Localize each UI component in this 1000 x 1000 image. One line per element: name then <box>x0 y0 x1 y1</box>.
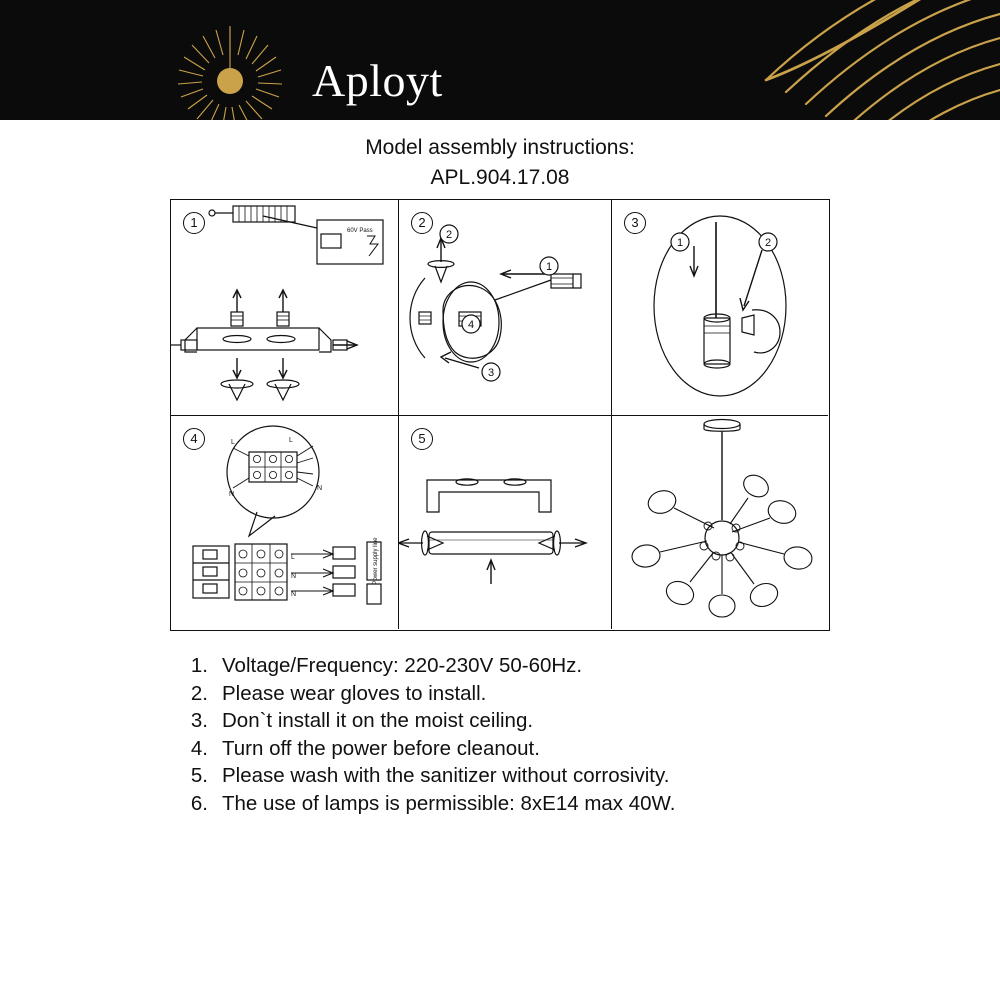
sunburst-icon <box>170 20 290 120</box>
svg-text:1: 1 <box>676 237 684 249</box>
note-text: Don`t install it on the moist ceiling. <box>222 709 534 732</box>
step-badge-2: 2 <box>411 212 433 234</box>
svg-text:N: N <box>291 591 297 598</box>
step-badge-3: 3 <box>624 212 646 234</box>
list-item <box>172 652 872 680</box>
svg-text:2: 2 <box>764 237 772 249</box>
title-line-2: APL.904.17.08 <box>430 166 570 189</box>
note-index: 1. <box>190 654 208 677</box>
svg-text:1: 1 <box>545 261 553 273</box>
page-header <box>0 0 1000 120</box>
list-item <box>172 735 872 763</box>
svg-text:2: 2 <box>445 229 453 241</box>
title-line-1: Model assembly instructions: <box>365 136 635 159</box>
list-item <box>172 680 872 708</box>
step-cell-5 <box>399 416 612 629</box>
step-badge-4: 4 <box>183 428 205 450</box>
list-item <box>172 707 872 735</box>
note-text: Turn off the power before cleanout. <box>222 736 540 760</box>
step-badge-1: 1 <box>183 212 205 234</box>
list-item <box>172 762 872 790</box>
step-cell-3 <box>612 200 828 416</box>
step-cell-6 <box>612 416 828 629</box>
note-text: Please wash with the sanitizer without corrosivity. <box>222 764 670 787</box>
svg-text:Power supply line: Power supply line <box>373 537 379 585</box>
svg-text:3: 3 <box>487 367 495 379</box>
note-index: 6. <box>190 791 208 815</box>
page-title <box>0 133 1000 193</box>
note-index: 5. <box>190 764 208 787</box>
note-text: The use of lamps is permissible: 8xE14 max 40W. <box>222 791 676 815</box>
svg-text:N: N <box>229 491 235 498</box>
svg-text:60V Pass: 60V Pass <box>347 228 373 234</box>
svg-text:N: N <box>291 573 297 580</box>
note-index: 2. <box>190 681 208 705</box>
brand-lockup <box>170 20 443 120</box>
note-text: Please wear gloves to install. <box>222 681 487 705</box>
svg-text:L: L <box>289 437 293 444</box>
step-cell-4 <box>171 416 399 629</box>
svg-text:L: L <box>291 554 295 561</box>
safety-notes-list <box>172 652 872 817</box>
assembly-diagram-grid <box>170 199 830 631</box>
svg-text:L: L <box>231 439 235 446</box>
step-cell-2 <box>399 200 612 416</box>
palm-frond-icon <box>670 0 1000 120</box>
note-index: 4. <box>190 736 208 760</box>
list-item <box>172 790 872 818</box>
brand-name: Aployt <box>312 54 443 106</box>
step-badge-5: 5 <box>411 428 433 450</box>
note-index: 3. <box>190 709 208 732</box>
svg-text:4: 4 <box>467 319 475 331</box>
step-cell-1 <box>171 200 399 416</box>
note-text: Voltage/Frequency: 220-230V 50-60Hz. <box>222 654 583 677</box>
svg-text:N: N <box>317 485 323 492</box>
